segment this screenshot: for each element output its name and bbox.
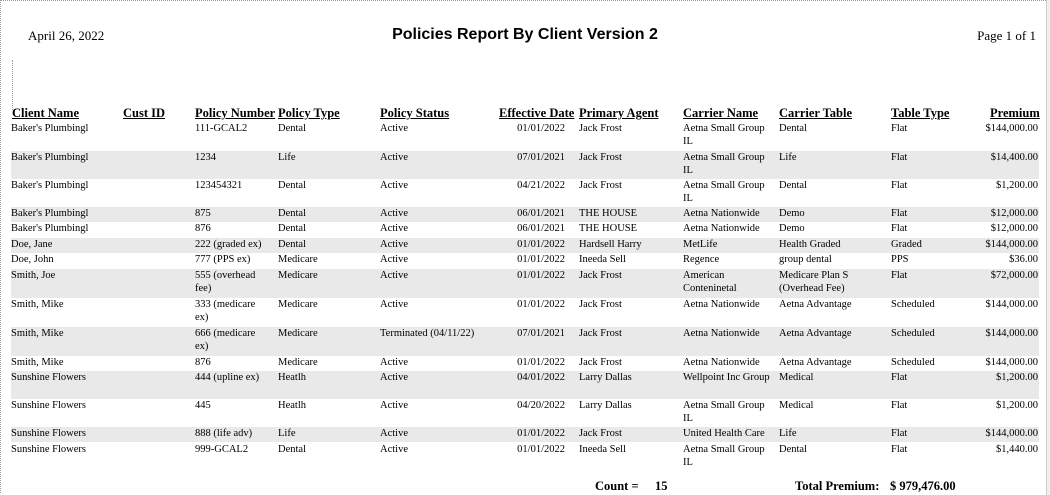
cell-carrier: Aetna Small Group IL [683,444,765,468]
cell-status: Active [380,223,408,234]
cell-client: Baker's Plumbingl [11,180,89,191]
table-row [11,399,1039,427]
table-row [11,327,1039,356]
cell-premium: $144,000.00 [985,239,1038,250]
cell-tabletype: Flat [891,223,908,234]
cell-tabletype: Graded [891,239,922,250]
cell-policy: 876 [195,357,211,368]
cell-policy: 445 [195,400,211,411]
cell-carrier: Aetna Nationwide [683,299,760,310]
cell-agent: Larry Dallas [579,400,632,411]
cell-status: Active [380,270,408,281]
cell-premium: $36.00 [1009,254,1038,265]
page-indicator: Page 1 of 1 [977,28,1036,43]
cell-policy: 666 (medicare ex) [195,328,256,352]
cell-client: Doe, John [11,254,54,265]
cell-table: Aetna Advantage [779,357,852,368]
cell-type: Medicare [278,270,318,281]
cell-type: Dental [278,444,306,455]
cell-client: Sunshine Flowers [11,372,86,383]
cell-date: 01/01/2022 [517,357,565,368]
cell-carrier: Wellpoint Inc Group [683,372,770,383]
cell-policy: 444 (upline ex) [195,372,260,383]
cell-carrier: Aetna Small Group IL [683,152,765,176]
cell-agent: THE HOUSE [579,223,638,234]
cell-premium: $144,000.00 [985,357,1038,368]
cell-agent: Ineeda Sell [579,254,626,265]
cell-client: Baker's Plumbingl [11,223,89,234]
table-row [11,269,1039,298]
cell-status: Active [380,208,408,219]
cell-premium: $1,440.00 [996,444,1038,455]
cell-tabletype: Flat [891,400,908,411]
table-row [11,298,1039,327]
cell-policy: 555 (overhead fee) [195,270,256,294]
report-date: April 26, 2022 [28,28,105,43]
cell-policy: 333 (medicare ex) [195,299,256,323]
cell-table: Dental [779,123,807,134]
column-header-table-type: Table Type [891,106,950,120]
cell-table: Aetna Advantage [779,299,852,310]
column-header-effective-date: Effective Date [499,106,575,120]
cell-premium: $12,000.00 [990,208,1038,219]
cell-policy: 999-GCAL2 [195,444,249,455]
cell-status: Active [380,299,408,310]
cell-table: Health Graded [779,239,841,250]
table-row [11,151,1039,179]
table-row [11,207,1039,222]
cell-policy: 777 (PPS ex) [195,254,251,265]
cell-type: Dental [278,208,306,219]
cell-table: Life [779,428,797,439]
cell-carrier: MetLife [683,239,718,250]
cell-tabletype: Flat [891,444,908,455]
cell-client: Sunshine Flowers [11,444,86,455]
cell-status: Active [380,357,408,368]
column-header-client-name: Client Name [12,106,79,120]
cell-status: Active [380,444,408,455]
cell-status: Active [380,428,408,439]
cell-premium: $144,000.00 [985,428,1038,439]
cell-type: Heatlh [278,400,306,411]
cell-type: Dental [278,123,306,134]
cell-date: 01/01/2022 [517,123,565,134]
cell-table: Medical [779,372,814,383]
table-row [11,222,1039,237]
cell-premium: $1,200.00 [996,372,1038,383]
cell-date: 07/01/2021 [517,152,565,163]
cell-premium: $14,400.00 [990,152,1038,163]
cell-table: Medicare Plan S (Overhead Fee) [779,270,849,294]
cell-client: Baker's Plumbingl [11,123,89,134]
table-row [11,356,1039,371]
cell-carrier: American Conteninetal [683,270,737,294]
cell-tabletype: Flat [891,180,908,191]
cell-client: Smith, Mike [11,299,64,310]
cell-date: 06/01/2021 [517,223,565,234]
cell-table: Dental [779,444,807,455]
cell-policy: 111-GCAL2 [195,123,248,134]
cell-date: 04/20/2022 [517,400,565,411]
cell-date: 06/01/2021 [517,208,565,219]
cell-carrier: Aetna Small Group IL [683,180,765,204]
cell-carrier: Aetna Small Group IL [683,123,765,147]
cell-agent: Hardsell Harry [579,239,642,250]
cell-table: Aetna Advantage [779,328,852,339]
cell-table: group dental [779,254,832,265]
cell-status: Active [380,372,408,383]
cell-premium: $144,000.00 [985,328,1038,339]
column-header-carrier-table: Carrier Table [779,106,853,120]
cell-tabletype: Flat [891,372,908,383]
cell-tabletype: Flat [891,270,908,281]
cell-date: 01/01/2022 [517,270,565,281]
cell-agent: Jack Frost [579,152,622,163]
cell-table: Demo [779,223,805,234]
cell-policy: 222 (graded ex) [195,239,262,250]
cell-tabletype: Scheduled [891,299,935,310]
cell-carrier: Aetna Nationwide [683,208,760,219]
cell-premium: $72,000.00 [990,270,1038,281]
column-header-cust-id: Cust ID [123,106,166,120]
cell-agent: Jack Frost [579,428,622,439]
cell-status: Active [380,254,408,265]
cell-type: Medicare [278,328,318,339]
cell-client: Smith, Joe [11,270,56,281]
cell-client: Doe, Jane [11,239,53,250]
cell-date: 04/21/2022 [517,180,565,191]
column-header-premium: Premium [990,106,1040,120]
cell-tabletype: Flat [891,152,908,163]
column-header-policy-number: Policy Number [195,106,276,120]
cell-tabletype: Scheduled [891,357,935,368]
cell-client: Smith, Mike [11,357,64,368]
cell-agent: Larry Dallas [579,372,632,383]
cell-status: Active [380,123,408,134]
column-header-carrier-name: Carrier Name [683,106,759,120]
cell-premium: $1,200.00 [996,180,1038,191]
cell-type: Medicare [278,357,318,368]
total-premium-label: Total Premium: [795,479,880,493]
cell-status: Active [380,180,408,191]
cell-agent: Jack Frost [579,299,622,310]
cell-policy: 1234 [195,152,216,163]
table-row [11,443,1039,471]
column-header-policy-status: Policy Status [380,106,450,120]
cell-status: Active [380,239,408,250]
cell-date: 01/01/2022 [517,428,565,439]
cell-premium: $12,000.00 [990,223,1038,234]
cell-agent: Ineeda Sell [579,444,626,455]
cell-agent: Jack Frost [579,270,622,281]
cell-agent: Jack Frost [579,328,622,339]
cell-tabletype: Flat [891,208,908,219]
table-row [11,179,1039,207]
cell-date: 01/01/2022 [517,239,565,250]
report-title: Policies Report By Client Version 2 [392,26,658,43]
scrollbar[interactable] [1046,0,1050,495]
cell-type: Heatlh [278,372,306,383]
cell-carrier: Aetna Nationwide [683,328,760,339]
cell-premium: $144,000.00 [985,123,1038,134]
cell-carrier: United Health Care [683,428,765,439]
cell-date: 01/01/2022 [517,254,565,265]
table-row [11,122,1039,150]
cell-carrier: Aetna Nationwide [683,223,760,234]
table-row [11,371,1039,399]
cell-policy: 888 (life adv) [195,428,253,439]
cell-status: Active [380,152,408,163]
cell-date: 01/01/2022 [517,444,565,455]
cell-client: Baker's Plumbingl [11,152,89,163]
cell-tabletype: Flat [891,123,908,134]
cell-agent: Jack Frost [579,180,622,191]
table-row [11,427,1039,442]
cell-date: 07/01/2021 [517,328,565,339]
cell-type: Dental [278,180,306,191]
cell-premium: $144,000.00 [985,299,1038,310]
table-row [11,238,1039,253]
cell-date: 01/01/2022 [517,299,565,310]
cell-tabletype: Flat [891,428,908,439]
total-premium-value: $ 979,476.00 [890,479,956,493]
cell-type: Life [278,428,296,439]
cell-policy: 875 [195,208,211,219]
cell-table: Life [779,152,797,163]
cell-table: Medical [779,400,814,411]
cell-carrier: Aetna Nationwide [683,357,760,368]
cell-client: Sunshine Flowers [11,400,86,411]
cell-carrier: Regence [683,254,720,265]
cell-type: Life [278,152,296,163]
cell-client: Sunshine Flowers [11,428,86,439]
margin-guide [12,60,13,110]
count-label: Count = [595,479,639,493]
cell-type: Medicare [278,299,318,310]
cell-type: Dental [278,223,306,234]
table-row [11,253,1039,268]
cell-policy: 876 [195,223,211,234]
cell-client: Smith, Mike [11,328,64,339]
cell-carrier: Aetna Small Group IL [683,400,765,424]
cell-client: Baker's Plumbingl [11,208,89,219]
cell-type: Dental [278,239,306,250]
cell-policy: 123454321 [195,180,243,191]
cell-premium: $1,200.00 [996,400,1038,411]
cell-status: Terminated (04/11/22) [380,328,475,339]
cell-agent: Jack Frost [579,357,622,368]
cell-table: Dental [779,180,807,191]
cell-tabletype: PPS [891,254,909,265]
cell-agent: Jack Frost [579,123,622,134]
count-value: 15 [655,479,668,493]
cell-tabletype: Scheduled [891,328,935,339]
cell-status: Active [380,400,408,411]
cell-date: 04/01/2022 [517,372,565,383]
cell-agent: THE HOUSE [579,208,638,219]
cell-table: Demo [779,208,805,219]
column-header-policy-type: Policy Type [278,106,340,120]
cell-type: Medicare [278,254,318,265]
column-header-primary-agent: Primary Agent [579,106,659,120]
